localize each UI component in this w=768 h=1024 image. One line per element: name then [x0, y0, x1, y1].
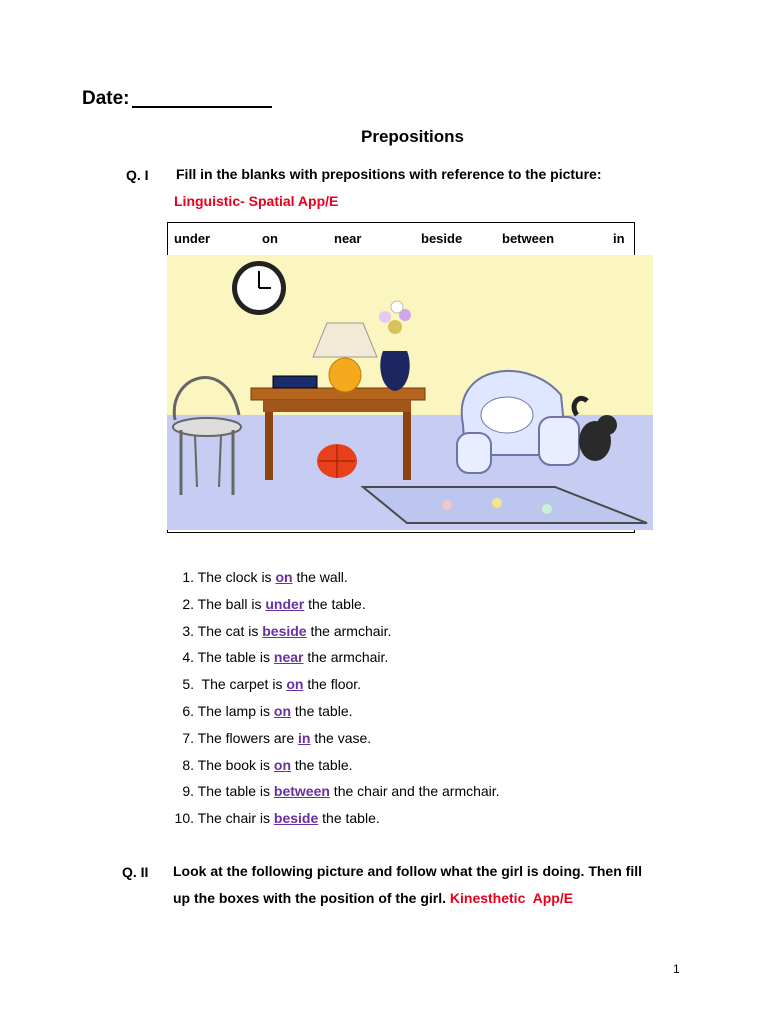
q2-line1: Look at the following picture and follow what the girl is doing. Then fill	[173, 863, 642, 879]
item-text: the chair and the armchair.	[329, 783, 500, 800]
answer-blank[interactable]: between	[273, 783, 330, 800]
item-number: 6.	[182, 702, 194, 719]
word-bank-item: in	[613, 231, 625, 246]
item-number: 9.	[182, 783, 194, 800]
item-number: 1.	[182, 569, 194, 585]
page-title: Prepositions	[361, 127, 464, 146]
q2-line2: up the boxes with the position of the girl.	[173, 890, 446, 906]
item-text: the table.	[291, 756, 353, 773]
answer-blank[interactable]: beside	[262, 622, 307, 639]
ball-icon	[317, 444, 357, 478]
item-text: The table is	[197, 649, 274, 666]
date-label: Date:	[82, 88, 130, 109]
answer-blank[interactable]: near	[273, 649, 304, 666]
q1-number: Q. I	[126, 167, 149, 183]
list-item	[170, 644, 500, 671]
item-text: the wall.	[292, 569, 348, 585]
item-text: the table.	[304, 595, 366, 612]
answer-blank[interactable]: under	[265, 595, 305, 612]
list-item	[170, 671, 500, 698]
word-bank-item: beside	[421, 231, 463, 246]
list-item	[170, 564, 500, 591]
answer-blank[interactable]: on	[273, 702, 291, 719]
q2-line2-wrap	[173, 885, 573, 912]
item-number: 5.	[182, 676, 194, 693]
list-item	[170, 618, 500, 645]
list-item	[170, 752, 500, 779]
item-number: 10.	[174, 810, 194, 827]
page-number: 1	[673, 962, 680, 976]
list-item	[170, 698, 500, 725]
word-bank-item: on	[262, 231, 278, 246]
list-item	[170, 805, 500, 832]
clock-icon	[232, 261, 286, 315]
list-item	[170, 778, 500, 805]
answer-blank[interactable]: on	[275, 569, 293, 585]
date-blank-line[interactable]	[132, 106, 272, 108]
item-text: The chair is	[197, 810, 274, 827]
q2-number: Q. II	[122, 864, 149, 880]
item-text: The flowers are	[197, 729, 299, 746]
word-bank-item: under	[174, 231, 211, 246]
q1-tag: Linguistic- Spatial App/E	[174, 193, 339, 209]
item-text: the armchair.	[303, 649, 389, 666]
item-text: The book is	[197, 756, 274, 773]
room-illustration	[167, 255, 653, 530]
item-text: the floor.	[303, 676, 362, 693]
answer-blank[interactable]: in	[298, 729, 311, 746]
q2-tag: Kinesthetic App/E	[449, 890, 574, 906]
item-text: the vase.	[310, 729, 372, 746]
item-number: 7.	[182, 729, 194, 746]
word-bank-item: between	[502, 231, 555, 246]
item-number: 8.	[182, 756, 194, 773]
word-bank-item: near	[334, 231, 362, 246]
item-text: The carpet is	[197, 676, 287, 693]
q1-instruction: Fill in the blanks with prepositions with reference to the picture:	[176, 166, 602, 182]
item-text: the armchair.	[306, 622, 392, 639]
item-number: 3.	[182, 622, 194, 639]
item-text: The lamp is	[197, 702, 274, 719]
item-number: 2.	[182, 595, 194, 612]
item-text: the table.	[291, 702, 353, 719]
item-text: The clock is	[197, 569, 276, 585]
book-icon	[273, 376, 317, 388]
item-text: The ball is	[197, 595, 266, 612]
list-item	[170, 725, 500, 752]
item-text: The table is	[197, 783, 274, 800]
answer-blank[interactable]: on	[273, 756, 292, 773]
item-number: 4.	[182, 649, 194, 666]
list-item	[170, 591, 500, 618]
item-text: the table.	[318, 810, 380, 827]
answer-blank[interactable]: beside	[273, 810, 319, 827]
answer-blank[interactable]: on	[286, 676, 304, 693]
item-text: The cat is	[197, 622, 263, 639]
answer-list	[170, 564, 500, 832]
